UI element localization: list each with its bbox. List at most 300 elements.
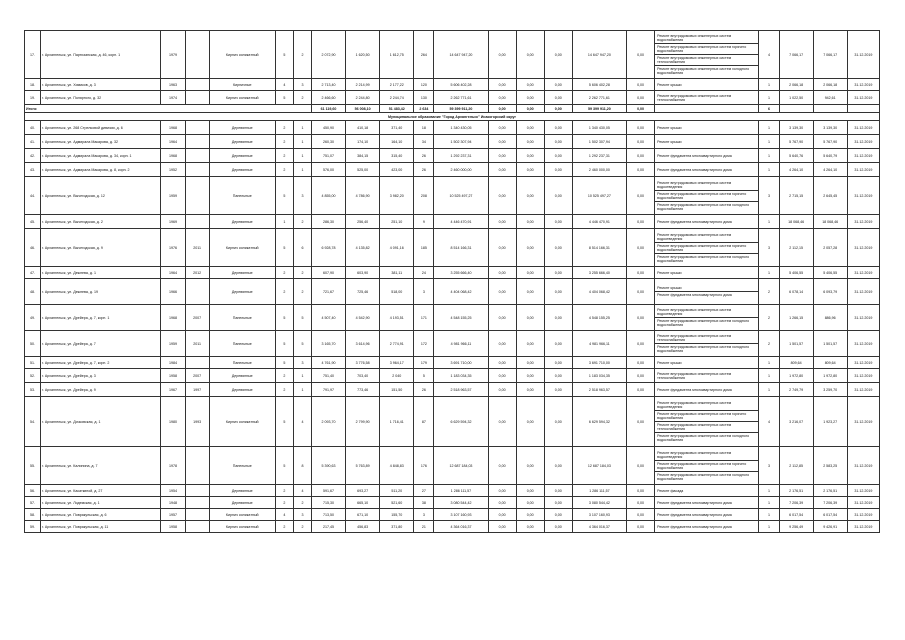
table-row — [25, 79, 880, 91]
cell-y1: 1969 — [161, 215, 185, 229]
cell-c1: 0,00 — [488, 91, 516, 105]
cell-c3: 0,00 — [544, 509, 572, 521]
cell-c3: 0,00 — [544, 331, 572, 357]
works-cell — [655, 79, 759, 91]
work-item: Ремонт фундамента многоквартирного дома — [657, 512, 732, 517]
cell-s2: 2 057,28 — [813, 229, 847, 267]
cell-c1: 0,00 — [488, 163, 516, 177]
cell-ent: 2 — [293, 279, 311, 305]
cell-n: 51. — [25, 357, 41, 369]
cell-s1: 3 139,30 — [779, 121, 813, 135]
cell-y2: 2011 — [185, 229, 209, 267]
cell-s2: 809,64 — [813, 357, 847, 369]
cell-s2: 6 017,54 — [813, 509, 847, 521]
cell-c3: 0,00 — [544, 31, 572, 79]
cell-a2: 2 799,90 — [346, 397, 380, 447]
cell-c5: 0,00 — [627, 121, 655, 135]
cell-y1: 1957 — [161, 509, 185, 521]
cell-res: 27 — [414, 485, 434, 497]
cell-a1: 2 072,90 — [311, 31, 345, 79]
cell-c5: 0,00 — [627, 177, 655, 215]
cell-s1: 9 256,49 — [779, 521, 813, 533]
cell-a2: 671,10 — [346, 509, 380, 521]
cell-fl: 2 — [275, 369, 293, 383]
table-row — [25, 215, 880, 229]
cell-a3: 423,00 — [380, 163, 414, 177]
cell-k: 1 — [759, 521, 779, 533]
cell-c2: 0,00 — [516, 79, 544, 91]
cell-res: 34 — [414, 135, 434, 149]
cell-c4: 12 687 184,03 — [572, 447, 626, 485]
cell-a2: 4 135,82 — [346, 229, 380, 267]
cell-fl: 2 — [275, 163, 293, 177]
cell-s1: 2 176,51 — [779, 485, 813, 497]
cell-y2 — [185, 91, 209, 105]
cell-a2: 2 214,99 — [346, 79, 380, 91]
cell-c4: 1 286 111,57 — [572, 485, 626, 497]
cell-a2: 603,90 — [346, 267, 380, 279]
cell-s1: 6 017,54 — [779, 509, 813, 521]
cell-a1: 791,97 — [311, 383, 345, 397]
cell-c1: 0,00 — [488, 177, 516, 215]
cell-c1: 0,00 — [488, 357, 516, 369]
cell-ent: 2 — [293, 521, 311, 533]
cell-k: 3 — [759, 447, 779, 485]
subtotal-work-count: 6 — [759, 105, 779, 113]
subtotal-a1: 61 119,60 — [311, 105, 345, 113]
cell-k: 1 — [759, 91, 779, 105]
cell-mat: Панельные — [209, 177, 275, 215]
cell-date: 31.12.2019 — [847, 163, 879, 177]
cell-n: 58. — [25, 509, 41, 521]
cell-c5: 0,00 — [627, 163, 655, 177]
cell-c5: 0,00 — [627, 91, 655, 105]
table-row — [25, 279, 880, 305]
cell-c5: 0,00 — [627, 485, 655, 497]
table-row — [25, 305, 880, 331]
cell-y2 — [185, 79, 209, 91]
works-cell — [655, 369, 759, 383]
cell-a3: 251,10 — [380, 215, 414, 229]
cell-res: 3 — [414, 279, 434, 305]
cell-c4: 3 691 710,00 — [572, 357, 626, 369]
cell-a3: 4 193,51 — [380, 305, 414, 331]
cell-a2: 5 763,89 — [346, 447, 380, 485]
cell-c1: 0,00 — [488, 509, 516, 521]
cell-s2: 1 972,80 — [813, 369, 847, 383]
cell-fl: 2 — [275, 267, 293, 279]
cell-ent: 2 — [293, 497, 311, 509]
table-row — [25, 149, 880, 163]
cell-addr: г. Архангельск, ул. Адмирала Макарова, д. 8, корп. 2 — [41, 163, 161, 177]
cell-mat: Кирпич силикатный — [209, 31, 275, 79]
subtotal-c3: 0,00 — [544, 105, 572, 113]
cell-c4: 4 548 155,25 — [572, 305, 626, 331]
cell-res: 18 — [414, 121, 434, 135]
cell-y2: 1997 — [185, 383, 209, 397]
cell-c2: 0,00 — [516, 149, 544, 163]
cell-fl: 5 — [275, 331, 293, 357]
work-item: Ремонт внутридомовых инженерных систем водоотведения — [655, 232, 758, 243]
cell-cost: 2 518 963,57 — [434, 383, 488, 397]
table-row — [25, 163, 880, 177]
cell-fl: 2 — [275, 383, 293, 397]
cell-ent: 3 — [293, 79, 311, 91]
cell-c1: 0,00 — [488, 485, 516, 497]
cell-mat: Деревянные — [209, 369, 275, 383]
cell-date: 31.12.2019 — [847, 497, 879, 509]
cell-y1: 1980 — [161, 397, 185, 447]
table-row — [25, 135, 880, 149]
cell-c1: 0,00 — [488, 229, 516, 267]
cell-addr: г. Архангельск, ул. Вычегодская, д. 12 — [41, 177, 161, 215]
cell-c4: 1 292 237,31 — [572, 149, 626, 163]
work-item: Ремонт внутридомовых инженерных систем холодного водоснабжения — [657, 472, 750, 481]
cell-c2: 0,00 — [516, 135, 544, 149]
work-item: Ремонт внутридомовых инженерных систем теплоснабжения — [655, 422, 758, 433]
document-page — [24, 30, 880, 622]
table-row — [25, 91, 880, 105]
cell-c4: 2 518 963,57 — [572, 383, 626, 397]
cell-c4: 4 446 470,91 — [572, 215, 626, 229]
cell-s2: 2 645,45 — [813, 177, 847, 215]
cell-s2: 7 206,39 — [813, 497, 847, 509]
cell-a3: 518,00 — [380, 279, 414, 305]
cell-y1: 1967 — [161, 383, 185, 397]
cell-c1: 0,00 — [488, 521, 516, 533]
cell-res: 26 — [414, 149, 434, 163]
cell-a3: 3 964,17 — [380, 357, 414, 369]
cell-s2: 9 426,91 — [813, 521, 847, 533]
cell-mat: Деревянные — [209, 279, 275, 305]
cell-c4: 2 262 771,61 — [572, 91, 626, 105]
cell-res: 172 — [414, 331, 434, 357]
cell-a1: 751,40 — [311, 369, 345, 383]
cell-y2 — [185, 497, 209, 509]
cell-a2: 174,10 — [346, 135, 380, 149]
work-item: Ремонт внутридомовых инженерных систем холодного водоснабжения — [657, 434, 750, 442]
cell-addr: г. Архангельск, ул. Дежнева, д. 19 — [41, 279, 161, 305]
cell-y2 — [185, 485, 209, 497]
cell-k: 1 — [759, 121, 779, 135]
cell-k: 1 — [759, 509, 779, 521]
cell-fl: 2 — [275, 149, 293, 163]
cell-fl: 2 — [275, 279, 293, 305]
capital-repair-table — [24, 30, 880, 533]
works-cell — [655, 279, 759, 305]
cell-a3: 2 244,74 — [380, 91, 414, 105]
cell-s2: 2 176,51 — [813, 485, 847, 497]
cell-cost: 3 107 160,93 — [434, 509, 488, 521]
cell-y2 — [185, 177, 209, 215]
work-item: Ремонт крыши — [657, 270, 682, 275]
cell-a3: 155,70 — [380, 509, 414, 521]
cell-y1: 1976 — [161, 229, 185, 267]
cell-s2: 3 139,30 — [813, 121, 847, 135]
cell-mat: Деревянные — [209, 383, 275, 397]
work-item: Ремонт внутридомовых инженерных систем водоотведения — [655, 180, 758, 191]
cell-addr: г. Архангельск, ул. Повракульская, д. 6 — [41, 509, 161, 521]
cell-mat: Деревянные — [209, 135, 275, 149]
works-cell — [655, 397, 759, 447]
work-item: Ремонт внутридомовых инженерных систем теплоснабжения — [655, 55, 758, 66]
cell-cost: 2 460 000,00 — [434, 163, 488, 177]
cell-c5: 0,00 — [627, 357, 655, 369]
cell-mat: Деревянные — [209, 121, 275, 135]
table-row — [25, 229, 880, 267]
cell-c3: 0,00 — [544, 177, 572, 215]
cell-ent: 4 — [293, 485, 311, 497]
cell-s2: 886,96 — [813, 305, 847, 331]
cell-k: 1 — [759, 79, 779, 91]
cell-res: 9 — [414, 215, 434, 229]
cell-c1: 0,00 — [488, 135, 516, 149]
cell-ent: 3 — [293, 509, 311, 521]
cell-c3: 0,00 — [544, 91, 572, 105]
cell-c5: 0,00 — [627, 521, 655, 533]
cell-res: 179 — [414, 357, 434, 369]
works-cell — [655, 509, 759, 521]
works-cell — [655, 305, 759, 331]
cell-c4: 1 183 034,35 — [572, 369, 626, 383]
cell-date: 31.12.2019 — [847, 229, 879, 267]
cell-c3: 0,00 — [544, 163, 572, 177]
cell-s1: 2 715,15 — [779, 177, 813, 215]
cell-y1: 1959 — [161, 177, 185, 215]
subtotal-empty-cell — [847, 105, 879, 113]
cell-c4: 3 107 160,93 — [572, 509, 626, 521]
cell-cost: 3 255 666,40 — [434, 267, 488, 279]
cell-c1: 0,00 — [488, 369, 516, 383]
work-item: Ремонт внутридомовых инженерных систем горячего водоснабжения — [655, 44, 758, 55]
cell-n: 55. — [25, 447, 41, 485]
cell-y1: 1984 — [161, 357, 185, 369]
cell-fl: 2 — [275, 485, 293, 497]
cell-c1: 0,00 — [488, 279, 516, 305]
cell-c3: 0,00 — [544, 215, 572, 229]
cell-s1: 3 216,07 — [779, 397, 813, 447]
cell-fl: 1 — [275, 215, 293, 229]
cell-c2: 0,00 — [516, 121, 544, 135]
cell-y2 — [185, 121, 209, 135]
cell-a2: 2 244,80 — [346, 91, 380, 105]
cell-y1: 1979 — [161, 31, 185, 79]
subtotal-works-cell — [655, 105, 759, 113]
works-cell — [655, 447, 759, 485]
work-item: Ремонт крыши — [657, 360, 682, 365]
works-cell — [655, 163, 759, 177]
cell-res: 87 — [414, 397, 434, 447]
cell-n: 17. — [25, 31, 41, 79]
cell-y1: 1954 — [161, 485, 185, 497]
cell-s1: 2 066,18 — [779, 79, 813, 91]
cell-c1: 0,00 — [488, 497, 516, 509]
cell-s2: 942,61 — [813, 91, 847, 105]
cell-addr: г. Архангельск, ул. Полярного, д. 32 — [41, 91, 161, 105]
cell-c2: 0,00 — [516, 497, 544, 509]
cell-date: 31.12.2019 — [847, 357, 879, 369]
cell-date: 31.12.2019 — [847, 383, 879, 397]
work-item: Ремонт фундамента многоквартирного дома — [657, 293, 732, 297]
cell-date: 31.12.2019 — [847, 485, 879, 497]
cell-ent: 1 — [293, 383, 311, 397]
cell-c4: 4 364 016,37 — [572, 521, 626, 533]
work-item: Ремонт внутридомовых инженерных систем теплоснабжения — [657, 371, 732, 380]
cell-cost: 8 514 166,31 — [434, 229, 488, 267]
cell-addr: г. Архангельск, ул. Калинина, д. 7 — [41, 447, 161, 485]
cell-cost: 3 080 544,42 — [434, 497, 488, 509]
cell-c3: 0,00 — [544, 521, 572, 533]
works-cell — [655, 229, 759, 267]
cell-cost: 4 981 966,11 — [434, 331, 488, 357]
cell-a1: 4 855,00 — [311, 177, 345, 215]
cell-c2: 0,00 — [516, 397, 544, 447]
cell-y2 — [185, 357, 209, 369]
works-cell — [655, 91, 759, 105]
works-cell — [655, 521, 759, 533]
work-item: Ремонт внутридомовых инженерных систем водоотведения — [655, 450, 758, 461]
table-row — [25, 357, 880, 369]
cell-y1: 1952 — [161, 163, 185, 177]
cell-k: 1 — [759, 267, 779, 279]
cell-mat: Кирпич силикатный — [209, 397, 275, 447]
cell-c2: 0,00 — [516, 369, 544, 383]
cell-a3: 164,10 — [380, 135, 414, 149]
cell-a2: 703,40 — [346, 369, 380, 383]
cell-y2 — [185, 521, 209, 533]
cell-k: 2 — [759, 305, 779, 331]
cell-c3: 0,00 — [544, 267, 572, 279]
cell-cost: 10 525 497,27 — [434, 177, 488, 215]
cell-a1: 715,30 — [311, 497, 345, 509]
cell-c2: 0,00 — [516, 447, 544, 485]
cell-ent: 1 — [293, 149, 311, 163]
cell-c2: 0,00 — [516, 215, 544, 229]
cell-y1: 1978 — [161, 447, 185, 485]
cell-k: 1 — [759, 485, 779, 497]
subtotal-c5: 0,00 — [627, 105, 655, 113]
cell-fl: 5 — [275, 305, 293, 331]
cell-a1: 2 466,60 — [311, 91, 345, 105]
cell-c5: 0,00 — [627, 331, 655, 357]
cell-cost: 5 606 402,28 — [434, 79, 488, 91]
cell-s1: 5 767,90 — [779, 135, 813, 149]
cell-c4: 3 255 666,40 — [572, 267, 626, 279]
cell-a2: 4 542,90 — [346, 305, 380, 331]
cell-a3: 2 774,91 — [380, 331, 414, 357]
table-row — [25, 509, 880, 521]
subtotal-c1: 0,00 — [488, 105, 516, 113]
cell-fl: 5 — [275, 177, 293, 215]
cell-a3: 151,50 — [380, 383, 414, 397]
cell-k: 4 — [759, 31, 779, 79]
cell-date: 31.12.2019 — [847, 267, 879, 279]
cell-y2 — [185, 31, 209, 79]
cell-c5: 0,00 — [627, 279, 655, 305]
cell-cost: 1 292 237,31 — [434, 149, 488, 163]
cell-mat: Кирпич силикатный — [209, 521, 275, 533]
cell-cost: 1 286 111,57 — [434, 485, 488, 497]
cell-a2: 256,40 — [346, 215, 380, 229]
cell-s1: 1 501,57 — [779, 331, 813, 357]
cell-a1: 591,67 — [311, 485, 345, 497]
cell-c3: 0,00 — [544, 357, 572, 369]
cell-a2: 773,46 — [346, 383, 380, 397]
cell-ent: 1 — [293, 369, 311, 383]
cell-a1: 260,30 — [311, 135, 345, 149]
cell-c1: 0,00 — [488, 267, 516, 279]
cell-cost: 3 691 710,00 — [434, 357, 488, 369]
cell-fl: 5 — [275, 357, 293, 369]
cell-c5: 0,00 — [627, 397, 655, 447]
cell-fl: 2 — [275, 121, 293, 135]
works-cell — [655, 485, 759, 497]
cell-date: 31.12.2019 — [847, 397, 879, 447]
cell-n: 19. — [25, 91, 41, 105]
cell-s2: 7 066,17 — [813, 31, 847, 79]
cell-s1: 5 406,55 — [779, 267, 813, 279]
cell-k: 1 — [759, 149, 779, 163]
cell-c1: 0,00 — [488, 447, 516, 485]
cell-c4: 3 080 544,42 — [572, 497, 626, 509]
cell-c5: 0,00 — [627, 369, 655, 383]
cell-c5: 0,00 — [627, 509, 655, 521]
cell-y2 — [185, 135, 209, 149]
cell-s1: 4 264,10 — [779, 163, 813, 177]
cell-res: 264 — [414, 31, 434, 79]
cell-fl: 2 — [275, 521, 293, 533]
cell-date: 31.12.2019 — [847, 521, 879, 533]
table-row — [25, 397, 880, 447]
cell-y1: 1958 — [161, 521, 185, 533]
cell-y1: 1964 — [161, 135, 185, 149]
cell-c2: 0,00 — [516, 331, 544, 357]
table-row — [25, 267, 880, 279]
cell-res: 176 — [414, 447, 434, 485]
cell-k: 1 — [759, 215, 779, 229]
work-item: Ремонт крыши — [657, 125, 682, 130]
cell-a2: 665,10 — [346, 497, 380, 509]
cell-c1: 0,00 — [488, 383, 516, 397]
cell-mat: Панельные — [209, 305, 275, 331]
cell-n: 46. — [25, 229, 41, 267]
cell-s2: 3 259,70 — [813, 383, 847, 397]
cell-res: 38 — [414, 497, 434, 509]
cell-s1: 7 066,17 — [779, 31, 813, 79]
cell-addr: г. Архангельск, ул. Партизанская, д. 46, корп. 1 — [41, 31, 161, 79]
works-cell — [655, 121, 759, 135]
cell-k: 2 — [759, 279, 779, 305]
cell-addr: г. Архангельск, ул. Повракульская, д. 11 — [41, 521, 161, 533]
cell-a1: 4 761,90 — [311, 357, 345, 369]
cell-date: 31.12.2019 — [847, 31, 879, 79]
cell-fl: 4 — [275, 509, 293, 521]
work-item: Ремонт внутридомовых инженерных систем теплоснабжения — [657, 93, 732, 102]
cell-y2: 2011 — [185, 331, 209, 357]
works-cell — [655, 267, 759, 279]
cell-cost: 4 446 470,91 — [434, 215, 488, 229]
municipality-title: Муниципальное образование "Город Архангельск" Исакогорский округ — [25, 113, 880, 121]
cell-s1: 1 022,50 — [779, 91, 813, 105]
cell-ent: 2 — [293, 31, 311, 79]
cell-s1: 7 206,39 — [779, 497, 813, 509]
work-item: Ремонт внутридомовых инженерных систем теплоснабжения — [655, 333, 758, 344]
cell-s2: 2 066,18 — [813, 79, 847, 91]
cell-n: 53. — [25, 383, 41, 397]
works-cell — [655, 31, 759, 79]
work-item: Ремонт фундамента многоквартирного дома — [657, 167, 732, 172]
cell-fl: 2 — [275, 497, 293, 509]
